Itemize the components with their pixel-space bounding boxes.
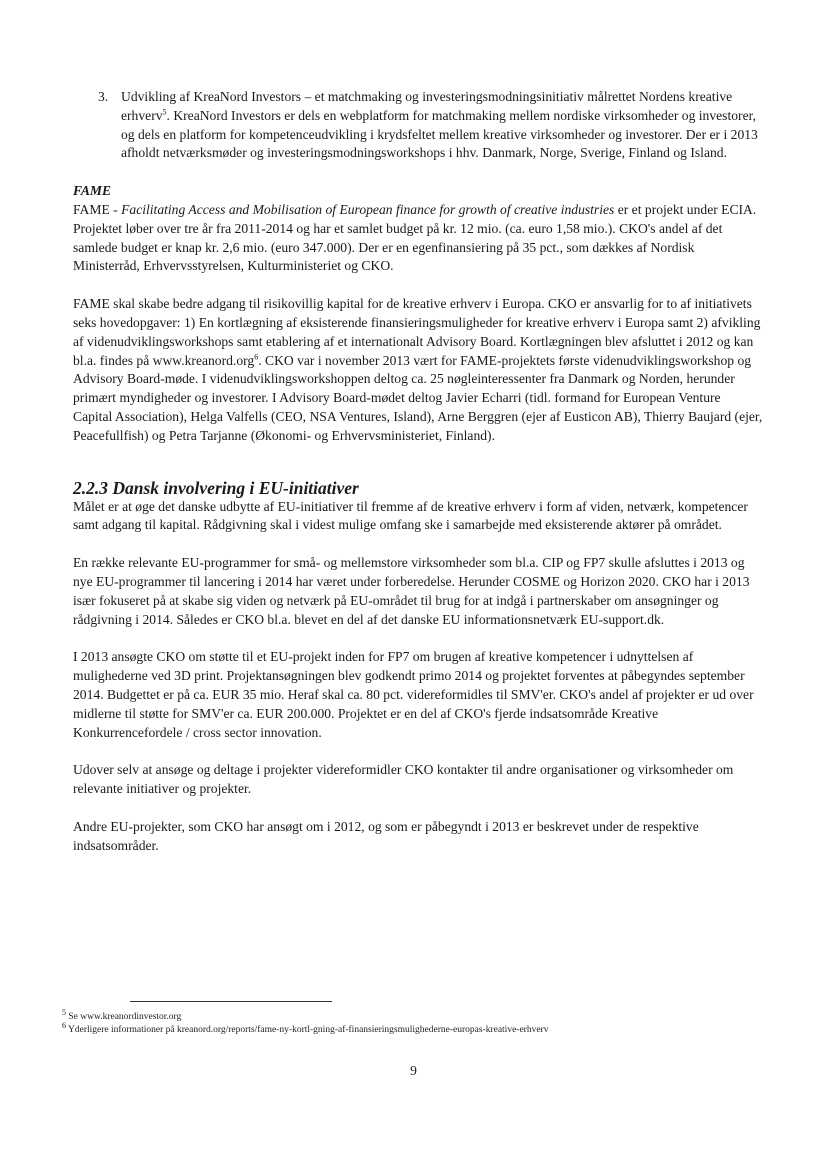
section-paragraph: Udover selv at ansøge og deltage i projekter videreformidler CKO kontakter til andre organisationer og virksomheder om relevante initiativer og projekter. <box>73 762 734 797</box>
page-body <box>73 88 763 856</box>
list-item-3 <box>73 88 763 163</box>
section-heading: 2.2.3 Dansk involvering i EU-initiativer <box>73 477 359 498</box>
footnote-6: $^6$ Yderligere informationer på kreanord.org/reports/fame-ny-kortl-gning-af-finansieringsmulighederne-europas-kreative-erhverv <box>62 1020 549 1035</box>
fame-title: FAME <box>73 183 112 199</box>
footnote-ref-5: 5 <box>162 107 167 117</box>
fame-paragraph-1: FAME - Facilitating Access and Mobilisation of European finance for growth of creative industries er et projekt under ECIA. Projektet løber over tre år fra 2011-2014 og har et samlet budget på kr. 12 mio. (ca. euro 1,58 mio.). CKO's andel af det samlede budget er knap kr. 2,6 mio. (euro 347.000). Der er en egenfinansiering på 35 pct., som dækkes af Nordisk Ministerråd, Erhvervsstyrelsen, Kulturministeriet og CKO. <box>73 201 757 274</box>
page-number: 9 <box>410 1063 417 1078</box>
section-paragraph: Andre EU-projekter, som CKO har ansøgt om i 2012, og som er påbegyndt i 2013 er beskrevet under de respektive indsatsområder. <box>73 818 699 853</box>
footnote-5: $^5$ Se www.kreanordinvestor.org <box>62 1007 182 1022</box>
section-paragraph: I 2013 ansøgte CKO om støtte til et EU-projekt inden for FP7 om brugen af kreative kompetencer i udnyttelsen af mulighederne ved 3D print. Projektansøgningen blev godkendt primo 2014 og projektet forventes at påbegyndes september 2014. Budgettet er på ca. EUR 35 mio. Heraf skal ca. 80 pct. videreformidles til SMV'er. CKO's andel af projekter er ud over midlerne til støtte for SMV'er ca. EUR 200.000. Projektet er en del af CKO's fjerde indsatsområde Kreative Konkurrencefordele / cross sector innovation. <box>73 649 754 740</box>
footnote-ref-6: 6 <box>254 352 259 362</box>
fame-full-name: Facilitating Access and Mobilisation of European finance for growth of creative industries <box>121 201 615 217</box>
list-number: 3. <box>98 89 109 104</box>
section-paragraph: En række relevante EU-programmer for små- og mellemstore virksomheder som bl.a. CIP og FP7 skulle afsluttes i 2013 og nye EU-programmer til lancering i 2014 har været under forberedelse. Herunder COSME og Horizon 2020. CKO har i 2013 især fokuseret på at skabe sig viden og netværk på EU-området til brug for at indgå i partnerskaber om ansøgninger og rådgivning i 2014. Således er CKO bl.a. blevet en del af det danske EU informationsnetværk EU-support.dk. <box>73 555 750 627</box>
footnote-divider <box>130 1001 332 1002</box>
section-paragraph: Målet er at øge det danske udbytte af EU-initiativer til fremme af de kreative erhverv i form af viden, netværk, kompetencer samt adgang til kapital. Rådgivning skal i videst mulige omfang ske i samarbejde med eksisterende aktører på området. <box>73 498 748 533</box>
list-item-text: Udvikling af KreaNord Investors – et matchmaking og investeringsmodningsinitiativ målrettet Nordens kreative erhverv$^5$. KreaNord Investors er dels en webplatform for matchmaking mellem nordiske virksomheder og investorer, og dels en platform for kompetenceudvikling i krydsfeltet mellem kreative virksomheder og investorer. Der er i 2013 afholdt netværksmøder og investeringsmodningsworkshops i hhv. Danmark, Norge, Sverige, Finland og Island. <box>121 89 758 161</box>
fame-paragraph-2: FAME skal skabe bedre adgang til risikovillig kapital for de kreative erhverv i Europa. CKO er ansvarlig for to af initiativets seks hovedopgaver: 1) En kortlægning af eksisterende finansieringsmuligheder for kreative erhverv i Europa samt 2) afvikling af videnudviklingsworkshops samt etablering af et internationalt Advisory Board. Kortlægningen blev afsluttet i 2012 og kan bl.a. findes på www.kreanord.org$^6$. CKO var i november 2013 vært for FAME-projektets første videnudviklingsworkshop og Advisory Board-møde. I videnudviklingsworkshoppen deltog ca. 25 nøgleinteressenter fra Danmark og Norden, herunder primært myndigheder og investorer. I Advisory Board-mødet deltog Javier Echarri (tidl. formand for European Venture Capital Association), Helga Valfells (CEO, NSA Ventures, Island), Arne Berggren (ejer af Eusticon AB), Thierry Baujard (ejer, Peacefullfish) og Petra Tarjanne (Økonomi- og Erhvervsministeriet, Finland). <box>73 296 763 443</box>
footnotes <box>62 1007 782 1036</box>
